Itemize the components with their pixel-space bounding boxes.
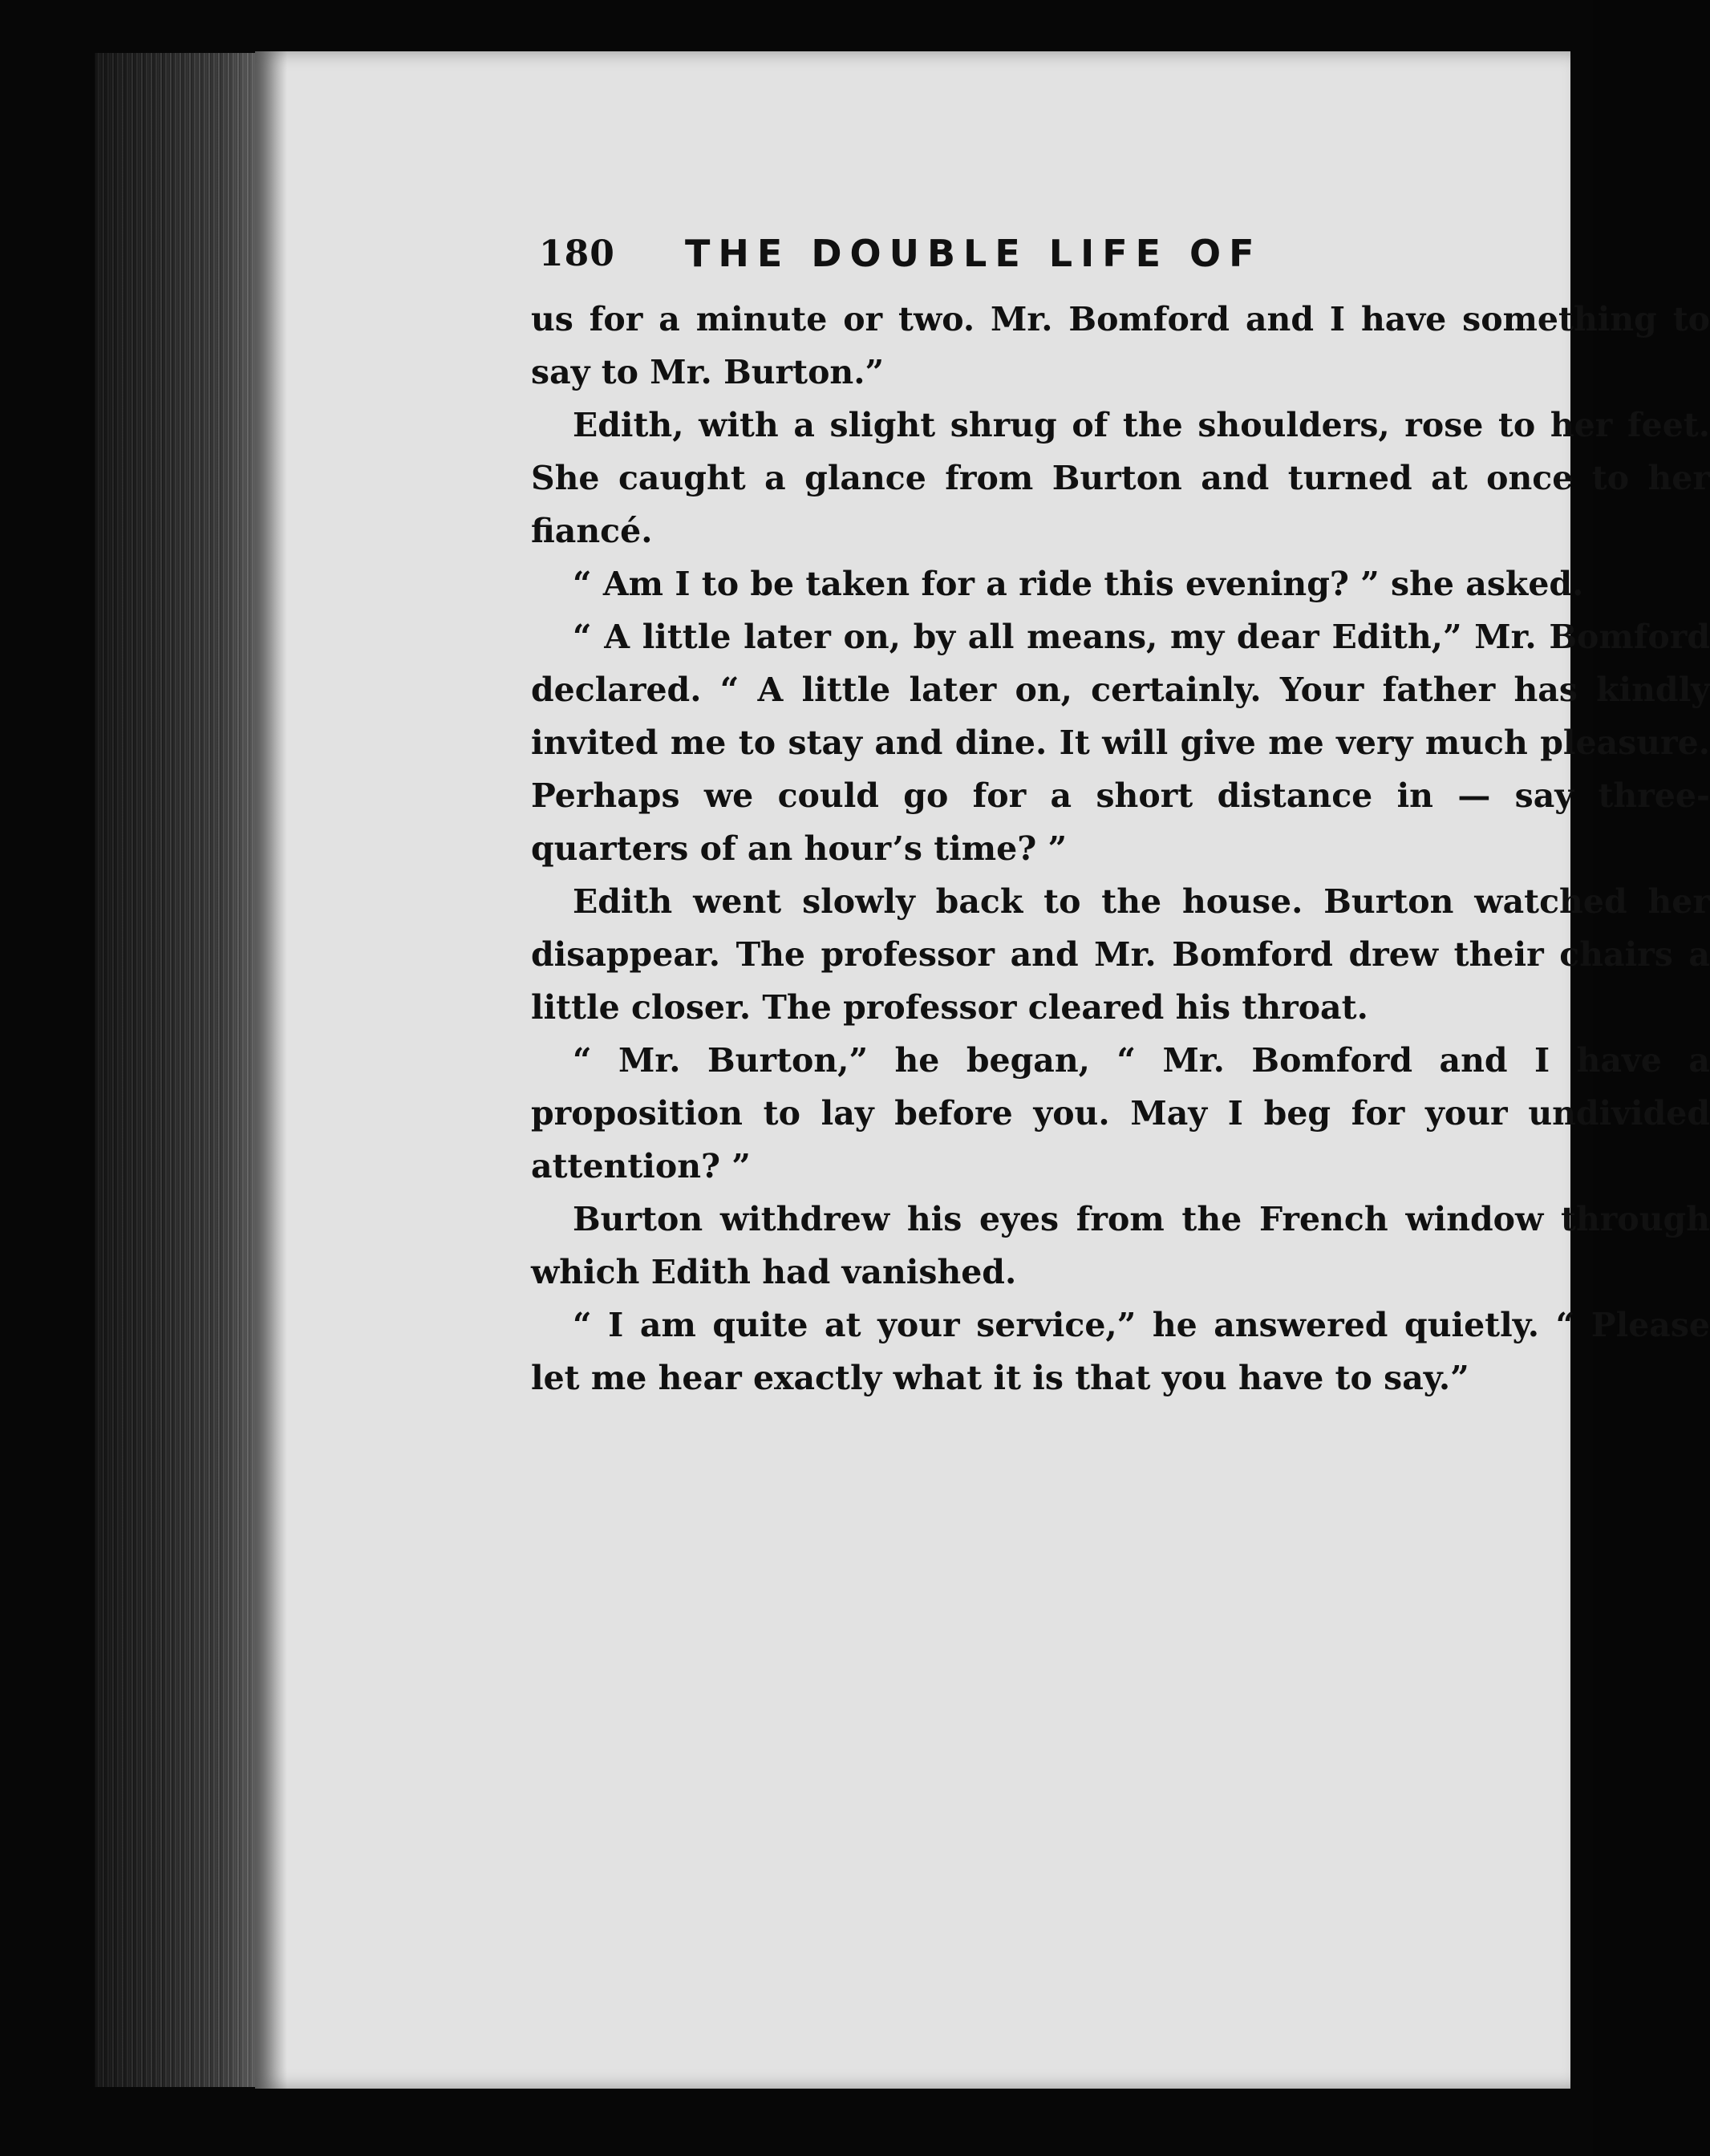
paragraph-6: “ Mr. Burton,” he began, “ Mr. Bomford and I have a proposition to lay before you. May I beg for your undivided attention? ” bbox=[531, 1041, 1710, 1185]
paragraph-5: Edith went slowly back to the house. Burton watched her disappear. The professor and Mr. Bomford drew their chairs a little closer. The professor cleared his throat. bbox=[531, 882, 1710, 1027]
book-page bbox=[255, 51, 1710, 2089]
paragraph-8: “ I am quite at your service,” he answered quietly. “ Please let me hear exactly what it is that you have to say.” bbox=[531, 1306, 1710, 1397]
running-head bbox=[531, 224, 1710, 288]
paragraph-1: us for a minute or two. Mr. Bomford and I have something to say to Mr. Burton.” bbox=[531, 300, 1710, 391]
paragraph-2: Edith, with a slight shrug of the shoulders, rose to her feet. She caught a glance from Burton and turned at once to her fiancé. bbox=[531, 406, 1710, 550]
paragraph-7: Burton withdrew his eyes from the French window through which Edith had vanished. bbox=[531, 1200, 1710, 1291]
page-number: 180 bbox=[539, 233, 615, 274]
text-block bbox=[531, 224, 1710, 1404]
paragraph-3: “ Am I to be taken for a ride this evening? ” she asked. bbox=[573, 565, 1584, 603]
book-page-edges bbox=[95, 53, 279, 2087]
paragraph-4: “ A little later on, by all means, my dear Edith,” Mr. Bomford declared. “ A little later on, certainly. Your father has kindly invited me to stay and dine. It will give me very much pleasure. Perhaps we could go for a short distance in — say three-quarters of an hour’s time? ” bbox=[531, 618, 1710, 868]
running-title: THE DOUBLE LIFE OF bbox=[685, 232, 1262, 275]
